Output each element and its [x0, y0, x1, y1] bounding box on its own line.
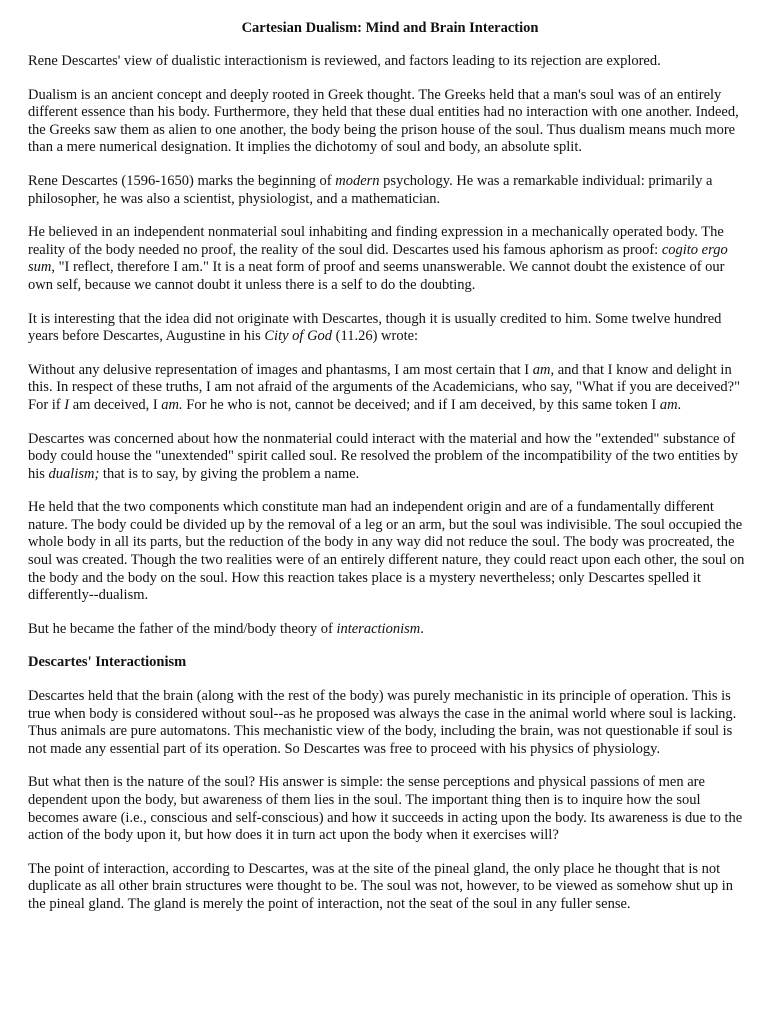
document-page [28, 0, 752, 914]
italic-run: I [64, 396, 70, 413]
italic-run: modern [335, 172, 380, 189]
paragraph-intro: Rene Descartes' view of dualistic interactionism is reviewed, and factors leading to its rejection are explored. [28, 53, 661, 69]
text-run: and that I know and delight in this. In respect of these truths, I am not afraid of the arguments of the Academicians, who say, "What if you are deceived?" For if [28, 361, 741, 413]
paragraph-nature-of-soul: But what then is the nature of the soul? His answer is simple: the sense perceptions and physical passions of men are dependent upon the body, but awareness of them lies in the soul. The important thing then is to inquire how the soul becomes aware (i.e., conscious and self-conscious) and how it succeeds in acting upon the body. Its awareness is due to the action of the body upon it, but how does it in turn act upon the body when it exercises will? [28, 774, 743, 844]
paragraph-mechanistic-brain: Descartes held that the brain (along with the rest of the body) was purely mechanistic in its principle of operation. This is true when body is considered without soul--as he proposed was always the case in the animal world where soul is lacking. Thus animals are pure automatons. This mechanistic view of the body, including the brain, was not questionable if soul is not made any essential part of its operation. So Descartes was free to proceed with his physics of physiology. [28, 688, 737, 757]
paragraph-dualism-greek: Dualism is an ancient concept and deeply rooted in Greek thought. The Greeks held that a man's soul was of an entirely different essence than his body. Furthermore, they held that these dual entities had no interaction with one another. Indeed, the Greeks saw them as alien to one another, the body being the prison house of the soul. Thus dualism means much more than a mere numerical designation. It implies the dichotomy of soul and body, an absolute split. [28, 86, 739, 156]
italic-run: am. [161, 396, 183, 413]
italic-run: dualism; [48, 465, 100, 482]
text-run: , "I reflect, therefore I am." It is a neat form of proof and seems unanswerable. We cannot doubt the existence of our own self, because we cannot doubt it unless there is a self to do the doubting. [28, 259, 725, 293]
italic-run: am, [532, 361, 555, 378]
text-run: that is to say, by giving the problem a name. [99, 465, 360, 482]
text-run: am deceived, I [69, 396, 162, 413]
paragraph-quote [28, 362, 752, 415]
paragraph-cogito [28, 224, 752, 294]
paragraph-extended-substance [28, 431, 752, 484]
paragraph-father-interactionism [28, 621, 752, 639]
italic-run: am [659, 396, 678, 413]
paragraph-two-components: He held that the two components which constitute man had an independent origin and are of a fundamentally different nature. The body could be divided up by the removal of a leg or an arm, but the soul was indivisible. The soul occupied the whole body in all its parts, but the reduction of the body in any way did not reduce the soul. The body was procreated, the soul was created. Though the two realities were of an entirely different nature, they could react upon each other, the soul on the body and the body on the soul. How this reaction takes place is a mystery nevertheless; only Descartes spelled it differently--dualism. [28, 499, 745, 604]
text-run: psychology. He was a remarkable individual: primarily a philosopher, he was also a scientist, physiologist, and a mathematician. [28, 172, 713, 207]
italic-run: cogito ergo sum [28, 241, 728, 276]
text-run: Descartes was concerned about how the nonmaterial could interact with the material and how the "extended" substance of body could house the "unextended" spirit called soul. Re resolved the problem of the incompatibility of the two entities by his [28, 430, 739, 482]
text-run: It is interesting that the idea did not originate with Descartes, though it is usually credited to him. Some twelve hundred years before Descartes, Augustine in his [28, 310, 722, 345]
text-run: . [420, 620, 424, 637]
text-run: But he became the father of the mind/body theory of [28, 620, 337, 637]
paragraph-pineal-gland: The point of interaction, according to Descartes, was at the site of the pineal gland, the only place he thought that is not duplicate as all other brain structures were thought to be. The soul was not, however, to be viewed as somehow shut up in the pineal gland. The gland is merely the point of interaction, not the seat of the soul in any fuller sense. [28, 860, 734, 912]
text-run: He believed in an independent nonmaterial soul inhabiting and finding expression in a mechanically operated body. The reality of the body needed no proof, the reality of the soul did. Descartes used his famous aphorism as proof: [28, 224, 724, 258]
text-run: . [677, 396, 682, 413]
text-run: (11.26) wrote: [332, 328, 419, 345]
text-run: For he who is not, cannot be deceived; and if I am deceived, by this same token I [182, 396, 660, 413]
text-run: Rene Descartes (1596-1650) marks the beginning of [28, 172, 336, 189]
italic-run: interactionism [336, 620, 421, 637]
text-run: Without any delusive representation of images and phantasms, I am most certain that I [28, 361, 533, 378]
document-title: Cartesian Dualism: Mind and Brain Interaction [241, 20, 539, 36]
section-heading: Descartes' Interactionism [28, 654, 187, 671]
paragraph-augustine [28, 311, 752, 346]
paragraph-descartes-bio [28, 173, 752, 208]
italic-run: City of God [264, 328, 333, 345]
